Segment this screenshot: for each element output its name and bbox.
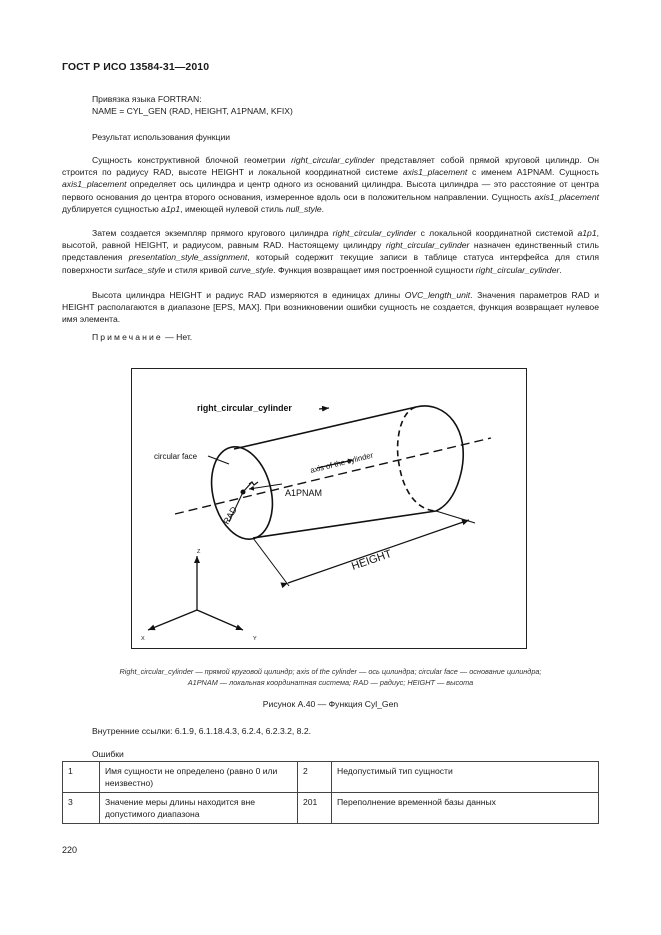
label-cylinder: right_circular_cylinder xyxy=(197,403,292,413)
label-height: HEIGHT xyxy=(350,547,394,573)
paragraph-3: Высота цилиндра HEIGHT и радиус RAD измеряются в единицах длины OVC_length_unit. Значения параметров RAD и HEIGHT располагаются в диапазоне [EPS, MAX]. При возникновении ошибки сущность не создается, функция возвращает нулевое имя элемента. xyxy=(62,290,599,325)
table-row xyxy=(63,793,599,824)
errors-table xyxy=(62,761,599,824)
error-text: Значение меры длины находится вне допустимого диапазона xyxy=(100,793,298,824)
cylinder-figure xyxy=(131,368,527,649)
figure-legend: Right_circular_cylinder — прямой круговой цилиндр; axis of the cylinder — ось цилиндра; circular face — основание цилиндра; A1PNAM — локальная координатная система; RAD — радиус; HEIGHT — высота xyxy=(119,667,542,687)
figure-title: Рисунок А.40 — Функция Cyl_Gen xyxy=(262,699,399,709)
error-code: 201 xyxy=(298,793,332,824)
label-rad: RAD xyxy=(221,504,240,526)
document-header: ГОСТ Р ИСО 13584-31—2010 xyxy=(62,61,210,73)
page-number: 220 xyxy=(62,845,78,855)
paragraph-1: Сущность конструктивной блочной геометрии right_circular_cylinder представляет собой прямой круговой цилиндр. Он строится по радиусу RAD, высоте HEIGHT и локальной координатной системе axis1_placement с именем A1PNAM. Сущность axis1_placement определяет ось цилиндра и центр одного из оснований цилиндра. Высота цилиндра — это расстояние от центра первого основания до центра второго основания, измеренное вдоль оси в положительном направлении. Сущность axis1_placement дублируется сущностью a1p1, имеющей нулевой стиль null_style. xyxy=(62,155,599,214)
errors-heading: Ошибки xyxy=(92,749,124,759)
result-heading: Результат использования функции xyxy=(92,132,231,142)
internal-references: Внутренние ссылки: 6.1.9, 6.1.18.4.3, 6.2.4, 6.2.3.2, 8.2. xyxy=(92,726,312,736)
error-text: Недопустимый тип сущности xyxy=(332,762,599,793)
label-y: Y xyxy=(253,636,257,642)
cylinder-bottom-edge xyxy=(253,511,436,538)
error-text: Переполнение временной базы данных xyxy=(332,793,599,824)
error-code: 1 xyxy=(63,762,100,793)
fortran-binding-label: Привязка языка FORTRAN: xyxy=(92,94,202,104)
label-a1pnam: A1PNAM xyxy=(285,488,323,498)
label-axis: axis of the cylinder xyxy=(309,450,375,475)
cylinder-top-edge xyxy=(234,407,416,449)
y-axis-arrow xyxy=(197,610,243,630)
error-text: Имя сущности не определено (равно 0 или неизвестно) xyxy=(100,762,298,793)
note: Примечание — Нет. xyxy=(92,332,193,342)
paragraph-2: Затем создается экземпляр прямого кругового цилиндра right_circular_cylinder с локальной координатной системой a1p1, высотой, равной HEIGHT, и радиусом, равным RAD. Настоящему цилиндру right_circular_cylinder назначен единственный стиль представления presentation_style_assignment, который содержит текущие записи в таблице статуса интерфейса для стиля поверхности surface_style и стиля кривой curve_style. Функция возвращает имя построенной сущности right_circular_cylinder. xyxy=(62,228,599,275)
label-z: Z xyxy=(197,549,201,555)
error-code: 2 xyxy=(298,762,332,793)
label-circular-face: circular face xyxy=(154,452,198,461)
far-face-shape xyxy=(416,406,463,511)
fortran-binding-code: NAME = CYL_GEN (RAD, HEIGHT, A1PNAM, KFIX) xyxy=(92,106,293,116)
table-row xyxy=(63,762,599,793)
x-axis-arrow xyxy=(148,610,197,630)
error-code: 3 xyxy=(63,793,100,824)
label-x: X xyxy=(141,636,145,642)
note-label: Примечание xyxy=(92,332,163,342)
